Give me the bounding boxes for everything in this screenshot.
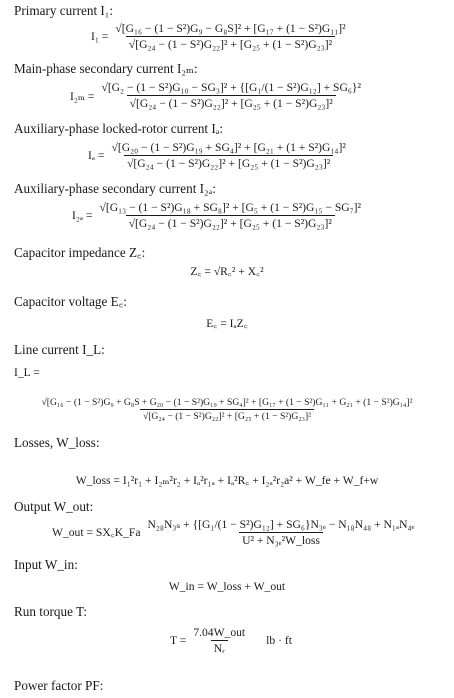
run-torque-fraction [190, 626, 248, 656]
power-factor-label: Power factor PF: [14, 678, 104, 693]
run-torque-unit: lb · ft [266, 634, 292, 648]
run-torque-label: Run torque T: [14, 604, 88, 619]
aux-locked-rotor-denominator: √[G₂₄ − (1 − S²)G₂₂]² + [G₂₅ + (1 − S²)G₂₃]² [124, 155, 333, 170]
aux-secondary-denominator: √[G₂₄ − (1 − S²)G₂₂]² + [G₂₅ + (1 − S²)G₂₃]² [126, 215, 335, 230]
line-current-label: Line current I_L: [14, 342, 105, 357]
main-phase-secondary-label: Main-phase secondary current I₂ₘ: [14, 61, 198, 76]
aux-secondary-lhs: I₂ₐ = [72, 209, 93, 223]
aux-secondary-label: Auxiliary-phase secondary current I₂ₐ: [14, 181, 216, 196]
primary-current-fraction [112, 22, 348, 52]
line-current-numerator: √[G₁₆ − (1 − S²)G₉ + G₈S + G₂₀ − (1 − S²)G₁₉ + SG₄]² + [G₁₇ + (1 − S²)G₁₁ + G₂₁ + (1 − S²)G₁₄]² [41, 397, 413, 408]
losses-equation: W_loss = I₁²r₁ + I₂ₘ²r₂ + Iₐ²r₁ₐ + Iₐ²R꜀ + I₂ₐ²r₂a² + W_fe + W_f+w [75, 474, 379, 487]
primary-current-lhs: I₁ = [91, 30, 109, 44]
primary-current-numerator: √[G₁₆ − (1 − S²)G₉ − G₈S]² + [G₁₇ + (1 − S²)G₁₁]² [115, 22, 346, 35]
output-fraction [145, 518, 418, 548]
losses-label: Losses, W_loss: [14, 435, 100, 450]
run-torque-equation [170, 626, 292, 656]
output-denominator: U² + N₃ₑ²W_loss [239, 532, 323, 547]
primary-current-equation [91, 22, 349, 52]
aux-secondary-numerator: √[G₁₃ − (1 − S²)G₁₈ + SG₈]² + [G₅ + (1 − S²)G₁₅ − SG₇]² [99, 201, 362, 214]
line-current-lhs: I_L = [14, 366, 40, 379]
line-current-denominator: √[G₂₄ − (1 − S²)G₂₂]² + [G₂₅ + (1 − S²)G₂₃]² [140, 409, 314, 422]
line-current-equation [12, 397, 442, 422]
aux-secondary-equation [72, 201, 364, 231]
run-torque-numerator: 7.04W_out [193, 626, 246, 639]
line-current-fraction [39, 397, 416, 422]
capacitor-impedance-equation: Z꜀ = √R꜀² + X꜀² [190, 265, 264, 278]
capacitor-impedance-label: Capacitor impedance Z꜀: [14, 245, 146, 260]
capacitor-voltage-label: Capacitor voltage E꜀: [14, 294, 127, 309]
aux-locked-rotor-fraction [108, 141, 348, 171]
primary-current-label: Primary current I₁: [14, 3, 114, 18]
main-phase-secondary-denominator: √[G₂₄ − (1 − S²)G₂₂]² + [G₂₅ + (1 − S²)G₂₃]² [127, 95, 336, 110]
input-equation: W_in = W_loss + W_out [168, 580, 286, 593]
run-torque-lhs: T = [170, 634, 187, 648]
main-phase-secondary-numerator: √[G₂ − (1 − S²)G₁₀ − SG₃]² + {[G₁/(1 − S²)G₁₂] + SG₆}² [101, 81, 361, 94]
input-label: Input W_in: [14, 557, 78, 572]
main-phase-secondary-fraction [98, 81, 363, 111]
output-equation [52, 518, 417, 548]
main-phase-secondary-equation [70, 81, 364, 111]
run-torque-denominator: Nᵣ [211, 640, 228, 655]
aux-locked-rotor-lhs: Iₐ = [88, 149, 105, 163]
main-phase-secondary-lhs: I₂ₘ = [70, 89, 95, 103]
output-label: Output W_out: [14, 499, 94, 514]
aux-locked-rotor-numerator: √[G₂₀ − (1 − S²)G₁₉ + SG₄]² + [G₂₁ + (1 + S²)G₁₄]² [111, 141, 346, 154]
output-lhs: W_out = SX꜀K_Fa [52, 526, 141, 540]
output-numerator: N₂₈N₃ₛ + {[G₁/(1 − S²)G₁₂] + SG₆}N₃ₑ − N₁₈N₄₈ + N₁ₐN₄ₑ [147, 518, 415, 531]
aux-locked-rotor-label: Auxiliary-phase locked-rotor current Iₐ: [14, 121, 224, 136]
capacitor-voltage-equation: E꜀ = IₐZ꜀ [206, 317, 248, 330]
primary-current-denominator: √[G₂₄ − (1 − S²)G₂₂]² + [G₂₅ + (1 − S²)G₂₃]² [126, 36, 335, 51]
aux-secondary-fraction [97, 201, 365, 231]
aux-locked-rotor-equation [88, 141, 349, 171]
